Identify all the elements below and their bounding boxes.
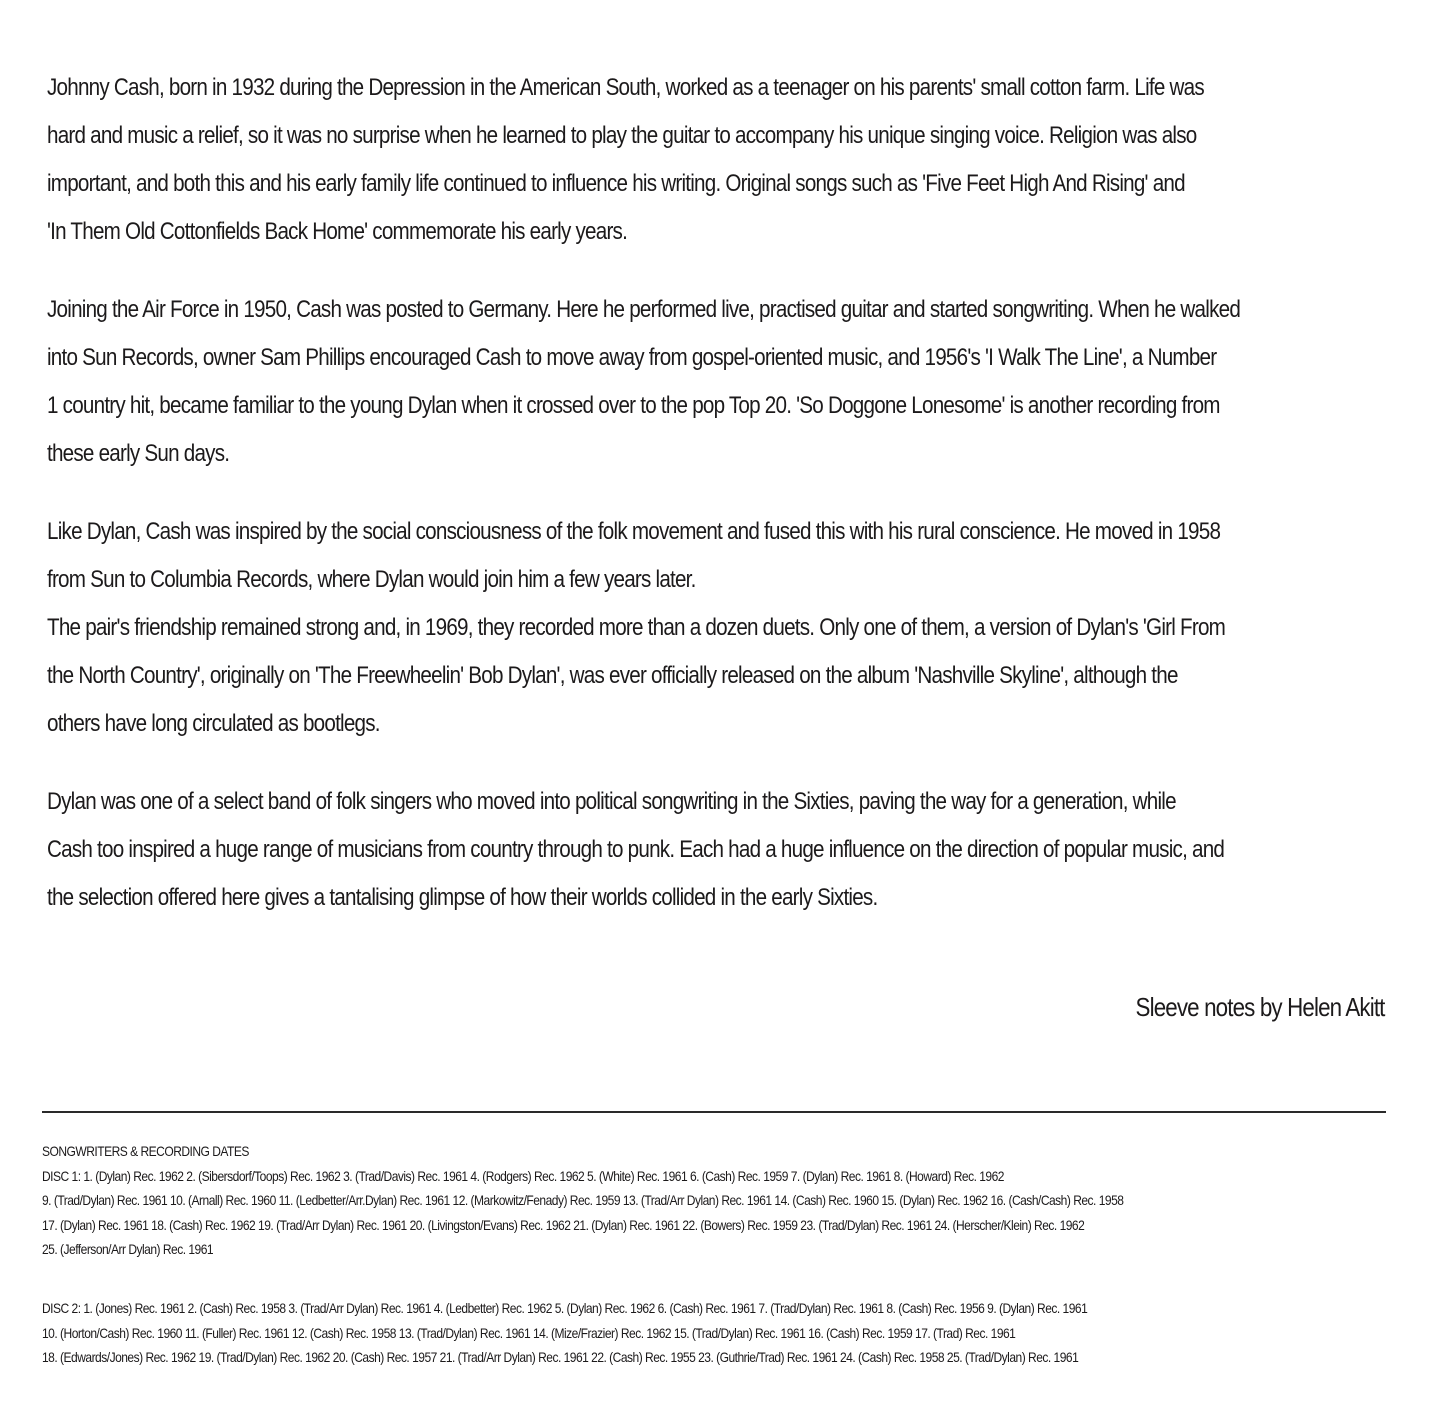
paragraph-line: important, and both this and his early family life continued to influence his writing. Original songs such as 'Five Feet High And Rising' and bbox=[47, 170, 1185, 197]
paragraph-line: Cash too inspired a huge range of musicians from country through to punk. Each had a huge influence on the direction of popular music, and bbox=[47, 836, 1225, 863]
paragraph-air-force bbox=[47, 286, 1387, 478]
paragraph-friendship bbox=[47, 508, 1387, 748]
sleeve-notes-body bbox=[47, 64, 1387, 952]
disc1-line: DISC 1: 1. (Dylan) Rec. 1962 2. (Sibersdorf/Toops) Rec. 1962 3. (Trad/Davis) Rec. 1961 4. (Rodgers) Rec. 1962 5. (White) Rec. 1961 6. (Cash) Rec. 1959 7. (Dylan) Rec. 1961 8. (Howard) Rec. 1962 bbox=[42, 1167, 1004, 1184]
sleeve-notes-credit: Sleeve notes by Helen Akitt bbox=[1136, 992, 1385, 1022]
paragraph-line: the North Country', originally on 'The Freewheelin' Bob Dylan', was ever officially released on the album 'Nashville Skyline', although the bbox=[47, 662, 1178, 689]
paragraph-line: Joining the Air Force in 1950, Cash was posted to Germany. Here he performed live, practised guitar and started songwriting. When he walked bbox=[47, 296, 1241, 323]
paragraph-line: hard and music a relief, so it was no surprise when he learned to play the guitar to accompany his unique singing voice. Religion was also bbox=[47, 122, 1197, 149]
disc2-line: 18. (Edwards/Jones) Rec. 1962 19. (Trad/Dylan) Rec. 1962 20. (Cash) Rec. 1957 21. (Trad/Arr Dylan) Rec. 1961 22. (Cash) Rec. 1955 23. (Guthrie/Trad) Rec. 1961 24. (Cash) Rec. 1958 25. (Trad/Dylan) Rec. 1961 bbox=[42, 1349, 1079, 1366]
disc1-line: 25. (Jefferson/Arr Dylan) Rec. 1961 bbox=[42, 1241, 214, 1258]
paragraph-line: from Sun to Columbia Records, where Dylan would join him a few years later. bbox=[47, 566, 696, 593]
paragraph-line: the selection offered here gives a tantalising glimpse of how their worlds collided in the early Sixties. bbox=[47, 884, 878, 911]
songwriters-recording-dates bbox=[42, 1139, 1229, 1370]
paragraph-line: these early Sun days. bbox=[47, 440, 230, 467]
paragraph-line: The pair's friendship remained strong and, in 1969, they recorded more than a dozen duets. Only one of them, a version of Dylan's 'Girl From bbox=[47, 614, 1226, 641]
paragraph-line: 'In Them Old Cottonfields Back Home' commemorate his early years. bbox=[47, 218, 628, 245]
paragraph-line: Dylan was one of a select band of folk singers who moved into political songwriting in the Sixties, paving the way for a generation, while bbox=[47, 788, 1176, 815]
paragraph-line: Like Dylan, Cash was inspired by the social consciousness of the folk movement and fused this with his rural conscience. He moved in 1958 bbox=[47, 518, 1221, 545]
disc-gap bbox=[42, 1262, 1229, 1296]
paragraph-line: 1 country hit, became familiar to the young Dylan when it crossed over to the pop Top 20. 'So Doggone Lonesome' is another recording from bbox=[47, 392, 1220, 419]
paragraph-legacy bbox=[47, 778, 1387, 922]
disc2-line: 10. (Horton/Cash) Rec. 1960 11. (Fuller) Rec. 1961 12. (Cash) Rec. 1958 13. (Trad/Dylan) Rec. 1961 14. (Mize/Frazier) Rec. 1962 15. (Trad/Dylan) Rec. 1961 16. (Cash) Rec. 1959 17. (Trad) Rec. 1961 bbox=[42, 1324, 1016, 1341]
paragraph-line: others have long circulated as bootlegs. bbox=[47, 710, 380, 737]
songwriters-heading: SONGWRITERS & RECORDING DATES bbox=[42, 1143, 249, 1159]
disc2-line: DISC 2: 1. (Jones) Rec. 1961 2. (Cash) Rec. 1958 3. (Trad/Arr Dylan) Rec. 1961 4. (Ledbetter) Rec. 1962 5. (Dylan) Rec. 1962 6. (Cash) Rec. 1961 7. (Trad/Dylan) Rec. 1961 8. (Cash) Rec. 1956 9. (Dylan) Rec. 1961 bbox=[42, 1299, 1088, 1316]
paragraph-line: Johnny Cash, born in 1932 during the Depression in the American South, worked as a teenager on his parents' small cotton farm. Life was bbox=[47, 74, 1204, 101]
divider-line bbox=[42, 1111, 1386, 1113]
paragraph-early-life bbox=[47, 64, 1387, 256]
paragraph-line: into Sun Records, owner Sam Phillips encouraged Cash to move away from gospel-oriented music, and 1956's 'I Walk The Line', a Number bbox=[47, 344, 1217, 371]
disc1-line: 17. (Dylan) Rec. 1961 18. (Cash) Rec. 1962 19. (Trad/Arr Dylan) Rec. 1961 20. (Livingston/Evans) Rec. 1962 21. (Dylan) Rec. 1961 22. (Bowers) Rec. 1959 23. (Trad/Dylan) Rec. 1961 24. (Herscher/Klein) Rec. 1962 bbox=[42, 1216, 1085, 1233]
disc1-line: 9. (Trad/Dylan) Rec. 1961 10. (Arnall) Rec. 1960 11. (Ledbetter/Arr.Dylan) Rec. 1961 12. (Markowitz/Fenady) Rec. 1959 13. (Trad/Arr Dylan) Rec. 1961 14. (Cash) Rec. 1960 15. (Dylan) Rec. 1962 16. (Cash/Cash) Rec. 1958 bbox=[42, 1192, 1124, 1209]
